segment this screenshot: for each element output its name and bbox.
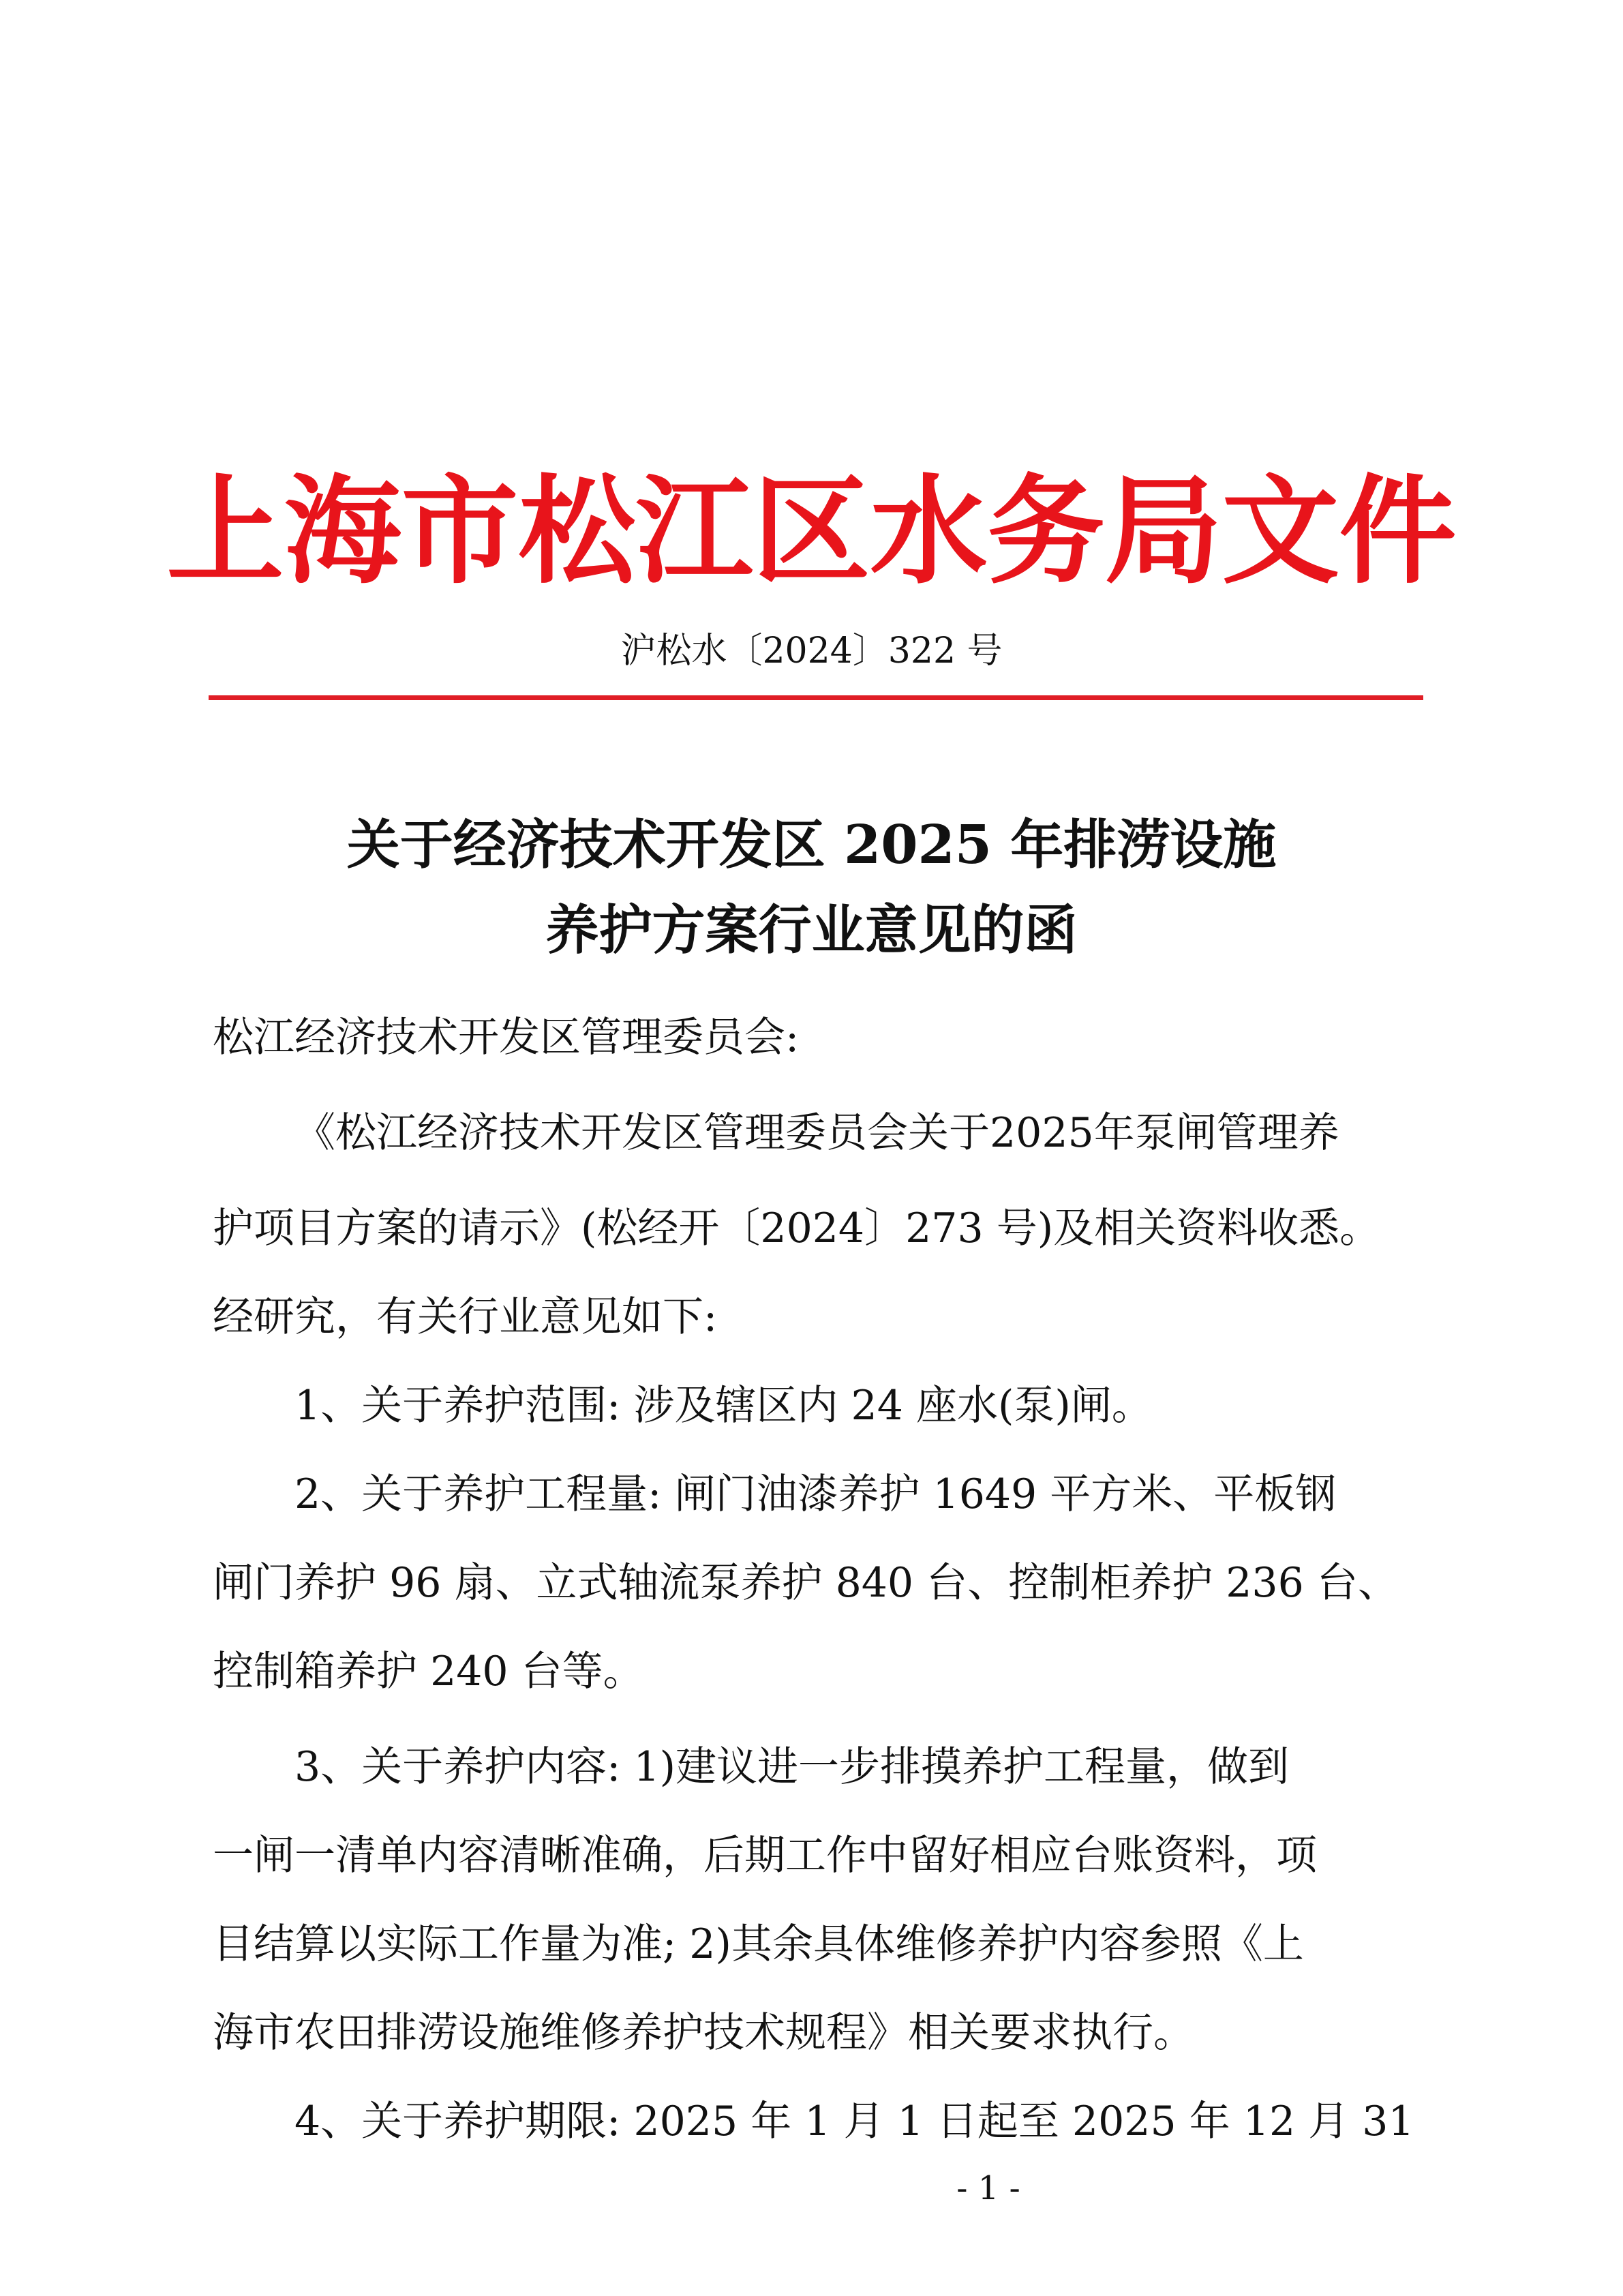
- red-divider-line: [209, 695, 1423, 700]
- body-paragraph-line: 2、关于养护工程量: 闸门油漆养护 1649 平方米、平板钢: [294, 1470, 1337, 1518]
- body-paragraph-line: 闸门养护 96 扇、立式轴流泵养护 840 台、控制柜养护 236 台、: [213, 1559, 1399, 1607]
- salutation: 松江经济技术开发区管理委员会:: [213, 1014, 800, 1061]
- body-paragraph-line: 《松江经济技术开发区管理委员会关于2025年泵闸管理养: [294, 1109, 1339, 1157]
- body-paragraph-line: 控制箱养护 240 台等。: [213, 1648, 644, 1695]
- body-paragraph-line: 海市农田排涝设施维修养护技术规程》相关要求执行。: [213, 2009, 1194, 2057]
- body-paragraph-line: 经研究，有关行业意见如下:: [213, 1293, 718, 1341]
- body-paragraph-line: 1、关于养护范围: 涉及辖区内 24 座水(泵)闸。: [294, 1382, 1153, 1430]
- body-paragraph-line: 目结算以实际工作量为准; 2)其余具体维修养护内容参照《上: [213, 1920, 1304, 1968]
- page-number: - 1 -: [956, 2169, 1020, 2207]
- body-paragraph-line: 一闸一清单内容清晰准确，后期工作中留好相应台账资料，项: [213, 1832, 1317, 1879]
- body-paragraph-line: 护项目方案的请示》(松经开〔2024〕273 号)及相关资料收悉。: [213, 1205, 1381, 1252]
- issuer-header-title: 上海市松江区水务局文件: [166, 463, 1457, 600]
- document-number: 沪松水〔2024〕322 号: [620, 631, 1003, 671]
- body-paragraph-line: 3、关于养护内容: 1)建议进一步排摸养护工程量，做到: [294, 1743, 1290, 1791]
- body-paragraph-line: 4、关于养护期限: 2025 年 1 月 1 日起至 2025 年 12 月 31: [294, 2098, 1414, 2145]
- document-title-line-1: 关于经济技术开发区 2025 年排涝设施: [346, 814, 1277, 876]
- document-title-line-2: 养护方案行业意见的函: [545, 899, 1078, 961]
